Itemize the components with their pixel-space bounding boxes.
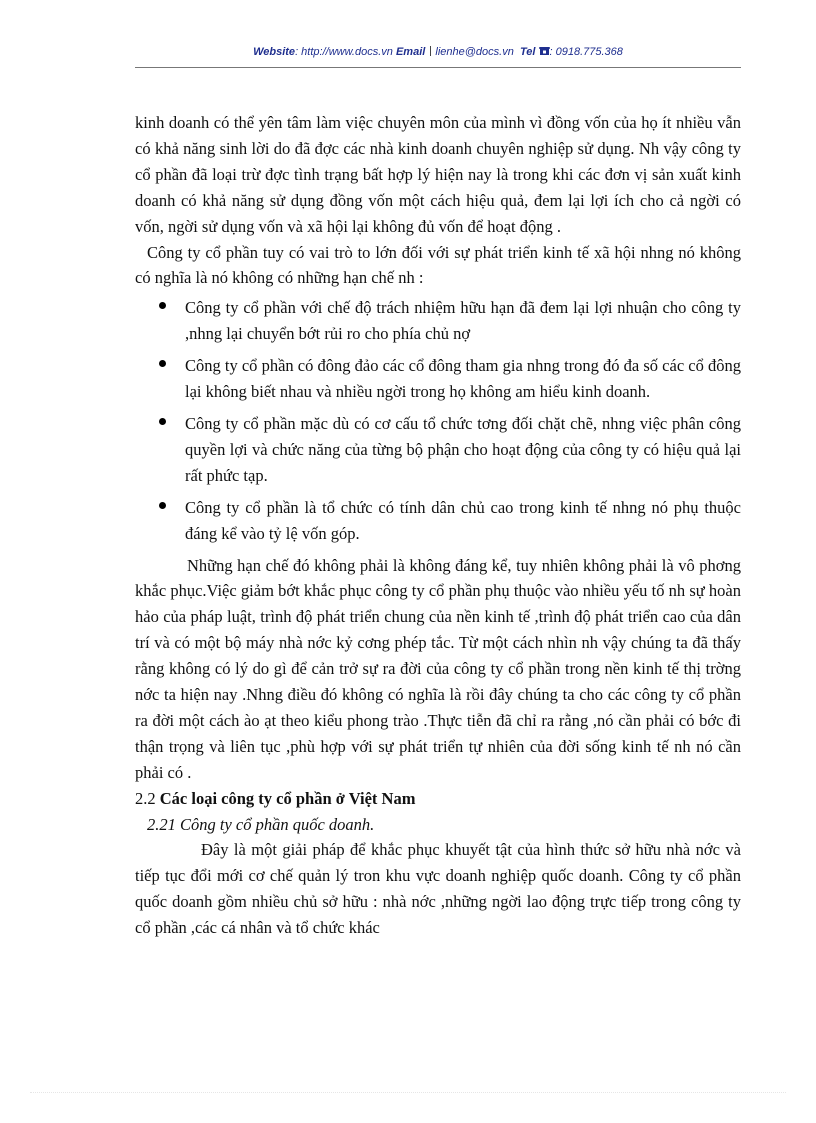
list-item-text: Công ty cổ phần mặc dù có cơ cấu tổ chức tơng đối chặt chẽ, nhng việc phân công quyền lợi và chức năng của từng bộ phận cho hoạt động của công ty có hiệu quả lại rất phức tạp.: [185, 413, 741, 485]
header-separator: [430, 46, 431, 56]
website-url[interactable]: : http://www.docs.vn: [295, 46, 393, 58]
list-item: [135, 353, 741, 405]
header-rule: [135, 67, 741, 68]
list-item: [135, 411, 741, 489]
bullet-icon: [159, 418, 166, 425]
limitations-list: [135, 295, 741, 546]
email-address[interactable]: lienhe@docs.vn: [435, 46, 514, 58]
list-item-text: Công ty cổ phần có đông đảo các cổ đông tham gia nhng trong đó đa số các cổ đông lại không biết nhau và nhiều ngời trong họ không am hiểu kinh doanh.: [185, 356, 741, 402]
bullet-icon: [159, 302, 166, 309]
tel-label: Tel: [519, 46, 536, 58]
footer-rule: [30, 1092, 786, 1093]
email-label: Email: [395, 46, 426, 58]
subsection-heading: 2.21 Công ty cổ phần quốc doanh.: [147, 814, 375, 834]
paragraph-3: Những hạn chế đó không phải là không đáng kể, tuy nhiên không phải là vô phơng khắc phục.Việc giảm bớt khắc phục công ty cổ phần phụ thuộc vào nhiều yếu tố nh sự hoàn hảo của pháp luật, trình độ phát triển chung của nền kinh tế ,trình độ phát triển cao của dân trí và có một bộ máy nhà nớc kỷ cơng phép tắc. Từ một cách nhìn nh vậy chúng ta đã thấy rằng không có lý do gì để cản trở sự ra đời của công ty cổ phần trong nền kinh tế thị trờng nớc ta hiện nay .Nhng điều đó không có nghĩa là rồi đây chúng ta cho các công ty cổ phần ra đời một cách ào ạt theo kiểu phong trào .Thực tiễn đã chỉ ra rằng ,nó cần phải có bớc đi thận trọng và liên tục ,phù hợp với sự phát triển tự nhiên của đời sống kinh tế nh nó cần phải có .: [135, 555, 741, 782]
paragraph-2: Công ty cổ phần tuy có vai trò to lớn đối với sự phát triển kinh tế xã hội nhng nó không có nghĩa là nó không có những hạn chế nh :: [135, 242, 741, 288]
document-body: [135, 110, 741, 941]
bullet-icon: [159, 502, 166, 509]
section-number: 2.2: [135, 788, 156, 808]
paragraph-4: Đây là một giải pháp để khắc phục khuyết tật của hình thức sở hữu nhà nớc và tiếp tục đổi mới cơ chế quản lý tron khu vực doanh nghiệp quốc doanh. Công ty cổ phần quốc doanh gồm nhiều chủ sở hữu : nhà nớc ,những ngời lao động trực tiếp trong công ty cổ phần ,các cá nhân và tổ chức khác: [135, 840, 741, 938]
bullet-icon: [159, 360, 166, 367]
section-heading: [135, 786, 741, 812]
paragraph-1: kinh doanh có thể yên tâm làm việc chuyên môn của mình vì đồng vốn của họ ít nhiều vẫn có khả năng sinh lời do đã đợc các nhà kinh doanh chuyên nghiệp sử dụng. Nh vậy công ty cổ phần đã loại trừ đợc tình trạng bất hợp lý hiện nay là trong khi các đơn vị sản xuất kinh doanh có khả năng sử dụng đồng vốn một cách hiệu quả, đem lại lợi ích cho cả ngời có vốn, ngời sử dụng vốn và xã hội lại không đủ vốn để hoạt động .: [135, 113, 741, 236]
list-item: [135, 295, 741, 347]
phone-icon: [539, 46, 550, 56]
page-header: [135, 46, 741, 68]
list-item-text: Công ty cổ phần với chế độ trách nhiệm hữu hạn đã đem lại lợi nhuận cho công ty ,nhng lại chuyển bớt rủi ro cho phía chủ nợ: [185, 298, 741, 344]
list-item: [135, 495, 741, 547]
section-title: Các loại công ty cổ phần ở Việt Nam: [159, 788, 416, 808]
website-label: Website: [253, 46, 296, 58]
tel-number[interactable]: : 0918.775.368: [549, 46, 623, 58]
list-item-text: Công ty cổ phần là tổ chức có tính dân chủ cao trong kinh tế nhng nó phụ thuộc đáng kể vào tỷ lệ vốn góp.: [185, 497, 741, 543]
